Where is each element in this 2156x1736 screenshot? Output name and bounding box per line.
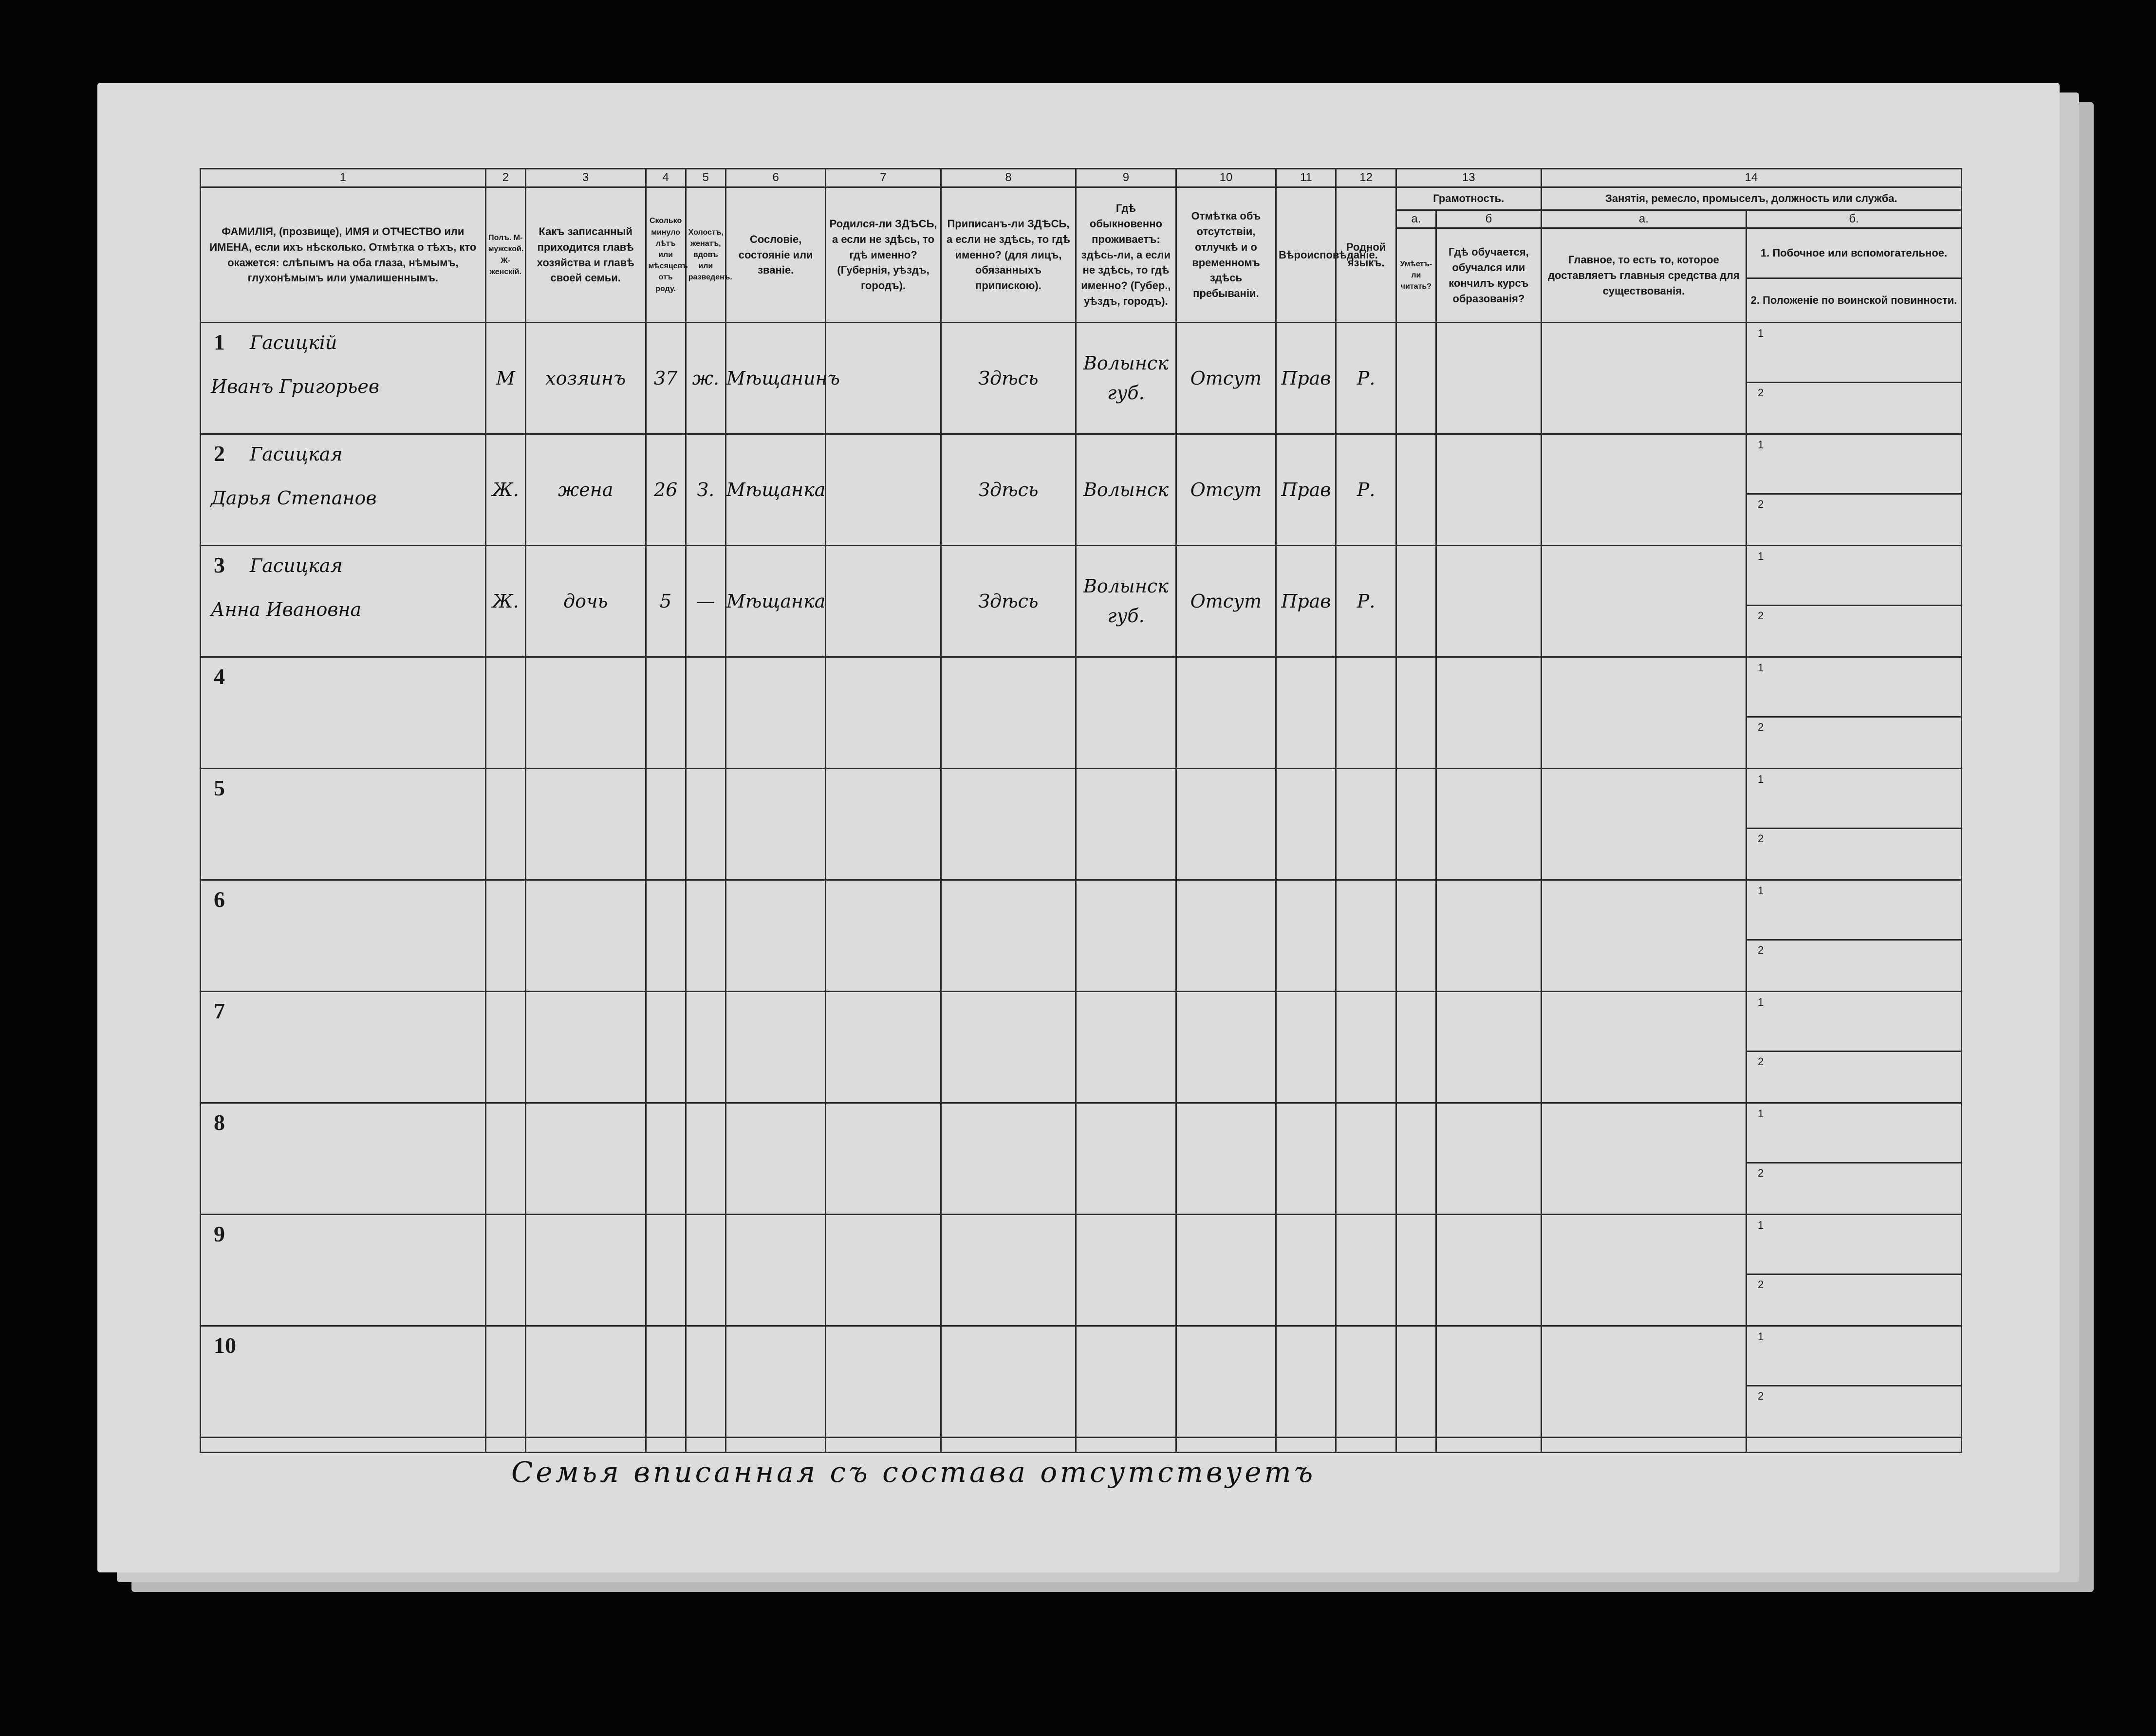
relation xyxy=(525,992,646,1103)
marital xyxy=(686,769,725,880)
header-marital: Холостъ, женатъ, вдовъ или разведенъ. xyxy=(686,187,725,322)
name-cell xyxy=(201,546,486,657)
name-cell xyxy=(201,1215,486,1326)
row-number: 6 xyxy=(214,887,225,912)
relation xyxy=(525,880,646,992)
colnum-7: 7 xyxy=(826,169,941,187)
header-registered: Приписанъ-ли ЗДѢСЬ, а если не здѣсь, то гдѣ именно? (для лицъ, обязанныхъ припискою). xyxy=(941,187,1076,322)
education xyxy=(1436,434,1541,546)
header-born: Родился-ли ЗДѢСЬ, а если не здѣсь, то гдѣ именно? (Губернія, уѣздъ, городъ). xyxy=(826,187,941,322)
colnum-11: 11 xyxy=(1276,169,1336,187)
education xyxy=(1436,1215,1541,1326)
table-row xyxy=(201,1326,1962,1438)
tail-cell xyxy=(201,1438,486,1453)
table-row xyxy=(201,546,1962,657)
name-cell xyxy=(201,657,486,769)
religion xyxy=(1276,880,1336,992)
occupation-b xyxy=(1747,546,1962,657)
education xyxy=(1436,546,1541,657)
table-row xyxy=(201,880,1962,992)
given-name: Иванъ Григорьев xyxy=(211,376,380,398)
residence: Волынск xyxy=(1076,434,1176,546)
tail-cell xyxy=(485,1438,525,1453)
colnum-10: 10 xyxy=(1176,169,1276,187)
language xyxy=(1336,657,1396,769)
absence: Отсут xyxy=(1176,323,1276,434)
footer-handwritten-note: Семья вписанная съ состава отсутствуетъ xyxy=(511,1456,1316,1489)
colnum-4: 4 xyxy=(646,169,686,187)
registered xyxy=(941,1215,1076,1326)
religion xyxy=(1276,1103,1336,1215)
can-read xyxy=(1396,323,1436,434)
tail-cell xyxy=(646,1438,686,1453)
sub-divider xyxy=(1747,493,1961,495)
sub-label-2: 2 xyxy=(1758,1278,1764,1291)
occupation-b xyxy=(1747,769,1962,880)
colnum-2: 2 xyxy=(485,169,525,187)
table-row xyxy=(201,323,1962,434)
sub-label-2: 2 xyxy=(1758,498,1764,511)
tail-cell xyxy=(525,1438,646,1453)
relation xyxy=(525,1103,646,1215)
education xyxy=(1436,1326,1541,1438)
header-row-top xyxy=(201,187,1962,210)
relation: жена xyxy=(525,434,646,546)
language xyxy=(1336,1103,1396,1215)
born xyxy=(826,1103,941,1215)
age xyxy=(646,1103,686,1215)
colnum-12: 12 xyxy=(1336,169,1396,187)
sub-divider xyxy=(1747,382,1961,383)
sex xyxy=(485,769,525,880)
name-cell xyxy=(201,992,486,1103)
religion xyxy=(1276,657,1336,769)
header-13b-letter: б xyxy=(1436,210,1541,228)
sub-label-1: 1 xyxy=(1758,1219,1764,1232)
sub-divider xyxy=(1747,1162,1961,1163)
header-absence: Отмѣтка объ отсутствіи, отлучкѣ и о временномъ здѣсь пребываніи. xyxy=(1176,187,1276,322)
absence xyxy=(1176,992,1276,1103)
sub-divider xyxy=(1747,1274,1961,1275)
header-14b xyxy=(1747,228,1962,323)
can-read xyxy=(1396,1326,1436,1438)
colnum-3: 3 xyxy=(525,169,646,187)
absence: Отсут xyxy=(1176,546,1276,657)
census-rows xyxy=(201,323,1962,1453)
tail-cell xyxy=(826,1438,941,1453)
sub-divider xyxy=(1747,605,1961,606)
header-can-read: Умѣетъ-ли читать? xyxy=(1396,228,1436,323)
sub-label-2: 2 xyxy=(1758,387,1764,399)
residence xyxy=(1076,657,1176,769)
age xyxy=(646,657,686,769)
language xyxy=(1336,880,1396,992)
given-name: Анна Ивановна xyxy=(211,599,362,621)
age xyxy=(646,880,686,992)
can-read xyxy=(1396,434,1436,546)
sub-divider xyxy=(1747,716,1961,718)
tail-cell xyxy=(1396,1438,1436,1453)
registered xyxy=(941,880,1076,992)
row-number: 8 xyxy=(214,1110,225,1135)
language: Р. xyxy=(1336,323,1396,434)
sub-divider xyxy=(1747,1051,1961,1052)
header-estate: Сословіе, состояніе или званіе. xyxy=(725,187,826,322)
born xyxy=(826,880,941,992)
relation xyxy=(525,1326,646,1438)
row-number: 1 xyxy=(214,330,225,355)
main-occupation xyxy=(1541,880,1746,992)
row-number: 2 xyxy=(214,441,225,466)
religion xyxy=(1276,1326,1336,1438)
occupation-b xyxy=(1747,657,1962,769)
tail-cell xyxy=(686,1438,725,1453)
table-row xyxy=(201,657,1962,769)
surname: Гасицкій xyxy=(250,332,337,354)
sub-label-1: 1 xyxy=(1758,996,1764,1009)
table-row xyxy=(201,1215,1962,1326)
occupation-b xyxy=(1747,323,1962,434)
estate xyxy=(725,992,826,1103)
given-name: Дарья Степанов xyxy=(211,487,377,509)
can-read xyxy=(1396,1215,1436,1326)
sub-label-2: 2 xyxy=(1758,1390,1764,1403)
name-cell xyxy=(201,1326,486,1438)
registered: Здѣсь xyxy=(941,434,1076,546)
registered: Здѣсь xyxy=(941,323,1076,434)
occupation-b xyxy=(1747,880,1962,992)
sex xyxy=(485,992,525,1103)
sub-label-1: 1 xyxy=(1758,550,1764,563)
tail-cell xyxy=(1541,1438,1746,1453)
colnum-5: 5 xyxy=(686,169,725,187)
absence xyxy=(1176,880,1276,992)
sub-divider xyxy=(1747,1385,1961,1386)
sub-label-1: 1 xyxy=(1758,1330,1764,1343)
header-religion: Вѣроисповѣданіе. xyxy=(1276,187,1336,322)
sub-label-2: 2 xyxy=(1758,721,1764,734)
estate xyxy=(725,1215,826,1326)
sub-label-1: 1 xyxy=(1758,327,1764,340)
tail-cell xyxy=(1747,1438,1962,1453)
sub-label-1: 1 xyxy=(1758,439,1764,451)
header-education: Гдѣ обучается, обучался или кончилъ курсъ образованія? xyxy=(1436,228,1541,323)
table-row xyxy=(201,992,1962,1103)
sex xyxy=(485,1326,525,1438)
relation: хозяинъ xyxy=(525,323,646,434)
born xyxy=(826,434,941,546)
header-main-occupation: Главное, то есть то, которое доставляетъ главныя средства для существованія. xyxy=(1541,228,1746,323)
estate: Мѣщанка xyxy=(725,434,826,546)
born xyxy=(826,1215,941,1326)
sex xyxy=(485,1215,525,1326)
colnum-13: 13 xyxy=(1396,169,1541,187)
sex xyxy=(485,1103,525,1215)
occupation-b xyxy=(1747,1215,1962,1326)
marital xyxy=(686,1326,725,1438)
education xyxy=(1436,323,1541,434)
sub-divider xyxy=(1747,939,1961,941)
religion: Прав xyxy=(1276,323,1336,434)
surname: Гасицкая xyxy=(250,555,343,577)
row-number: 3 xyxy=(214,553,225,578)
surname: Гасицкая xyxy=(250,443,343,465)
main-occupation xyxy=(1541,1215,1746,1326)
absence xyxy=(1176,1103,1276,1215)
marital: ж. xyxy=(686,323,725,434)
can-read xyxy=(1396,657,1436,769)
marital xyxy=(686,992,725,1103)
header-sex: Полъ. М-мужской. Ж-женскій. xyxy=(485,187,525,322)
header-secondary-occupation: 1. Побочное или вспомогательное. xyxy=(1747,229,1961,279)
sub-label-1: 1 xyxy=(1758,662,1764,674)
education xyxy=(1436,769,1541,880)
sex xyxy=(485,880,525,992)
age xyxy=(646,1215,686,1326)
language xyxy=(1336,1215,1396,1326)
occupation-b xyxy=(1747,1326,1962,1438)
tail-cell xyxy=(1276,1438,1336,1453)
residence: Волынск губ. xyxy=(1076,323,1176,434)
colnum-9: 9 xyxy=(1076,169,1176,187)
born xyxy=(826,1326,941,1438)
registered xyxy=(941,1326,1076,1438)
header-military: 2. Положеніе по воинской повинности. xyxy=(1750,294,1957,307)
header-literacy: Грамотность. xyxy=(1396,187,1541,210)
table-tail-row xyxy=(201,1438,1962,1453)
sex: Ж. xyxy=(485,546,525,657)
language: Р. xyxy=(1336,434,1396,546)
residence xyxy=(1076,992,1176,1103)
religion: Прав xyxy=(1276,434,1336,546)
name-cell xyxy=(201,323,486,434)
name-cell xyxy=(201,434,486,546)
sub-label-1: 1 xyxy=(1758,885,1764,897)
marital: З. xyxy=(686,434,725,546)
age xyxy=(646,992,686,1103)
header-residence: Гдѣ обыкновенно проживаетъ: здѣсь-ли, а если не здѣсь, то гдѣ именно? (Губер., уѣздъ, городъ). xyxy=(1076,187,1176,322)
registered: Здѣсь xyxy=(941,546,1076,657)
age xyxy=(646,1326,686,1438)
estate: Мѣщанка xyxy=(725,546,826,657)
residence xyxy=(1076,880,1176,992)
estate xyxy=(725,1103,826,1215)
absence xyxy=(1176,657,1276,769)
marital xyxy=(686,1103,725,1215)
registered xyxy=(941,657,1076,769)
sub-label-2: 2 xyxy=(1758,1055,1764,1068)
main-occupation xyxy=(1541,1103,1746,1215)
language: Р. xyxy=(1336,546,1396,657)
estate: Мѣщанинъ xyxy=(725,323,826,434)
header-name: ФАМИЛІЯ, (прозвище), ИМЯ и ОТЧЕСТВО или ИМЕНА, если ихъ нѣсколько. Отмѣтка о тѣхъ, кто окажется: слѣпымъ на оба глаза, нѣмымъ, глухонѣмымъ или умалишеннымъ. xyxy=(201,187,486,322)
main-occupation xyxy=(1541,992,1746,1103)
registered xyxy=(941,1103,1076,1215)
tail-cell xyxy=(941,1438,1076,1453)
tail-cell xyxy=(1076,1438,1176,1453)
sub-label-1: 1 xyxy=(1758,1108,1764,1120)
education xyxy=(1436,992,1541,1103)
residence xyxy=(1076,769,1176,880)
row-number: 5 xyxy=(214,776,225,801)
sub-label-2: 2 xyxy=(1758,609,1764,622)
column-number-row xyxy=(201,169,1962,187)
education xyxy=(1436,657,1541,769)
born xyxy=(826,546,941,657)
row-number: 10 xyxy=(214,1333,236,1358)
table-row xyxy=(201,1103,1962,1215)
table-row xyxy=(201,434,1962,546)
language xyxy=(1336,1326,1396,1438)
born xyxy=(826,657,941,769)
age xyxy=(646,769,686,880)
name-cell xyxy=(201,1103,486,1215)
education xyxy=(1436,1103,1541,1215)
main-occupation xyxy=(1541,1326,1746,1438)
relation xyxy=(525,657,646,769)
registered xyxy=(941,769,1076,880)
sub-label-2: 2 xyxy=(1758,944,1764,957)
tail-cell xyxy=(725,1438,826,1453)
absence xyxy=(1176,769,1276,880)
header-relation: Какъ записанный приходится главѣ хозяйства и главѣ своей семьи. xyxy=(525,187,646,322)
marital: — xyxy=(686,546,725,657)
header-14a-letter: а. xyxy=(1541,210,1746,228)
main-occupation xyxy=(1541,546,1746,657)
sub-label-2: 2 xyxy=(1758,832,1764,845)
can-read xyxy=(1396,546,1436,657)
relation xyxy=(525,1215,646,1326)
can-read xyxy=(1396,880,1436,992)
row-number: 7 xyxy=(214,998,225,1024)
age: 37 xyxy=(646,323,686,434)
born xyxy=(826,992,941,1103)
header-age: Сколько минуло лѣтъ или мѣсяцевъ отъ роду. xyxy=(646,187,686,322)
tail-cell xyxy=(1176,1438,1276,1453)
marital xyxy=(686,880,725,992)
colnum-8: 8 xyxy=(941,169,1076,187)
sub-label-1: 1 xyxy=(1758,773,1764,786)
tail-cell xyxy=(1436,1438,1541,1453)
sex: М xyxy=(485,323,525,434)
colnum-6: 6 xyxy=(725,169,826,187)
sub-divider xyxy=(1747,828,1961,829)
relation: дочь xyxy=(525,546,646,657)
sex: Ж. xyxy=(485,434,525,546)
name-cell xyxy=(201,769,486,880)
table-row xyxy=(201,769,1962,880)
row-number: 4 xyxy=(214,664,225,689)
religion: Прав xyxy=(1276,546,1336,657)
absence xyxy=(1176,1326,1276,1438)
absence: Отсут xyxy=(1176,434,1276,546)
can-read xyxy=(1396,992,1436,1103)
born xyxy=(826,323,941,434)
sex xyxy=(485,657,525,769)
main-occupation xyxy=(1541,769,1746,880)
main-occupation xyxy=(1541,657,1746,769)
row-number: 9 xyxy=(214,1221,225,1247)
name-cell xyxy=(201,880,486,992)
education xyxy=(1436,880,1541,992)
age: 5 xyxy=(646,546,686,657)
can-read xyxy=(1396,1103,1436,1215)
header-occupation: Занятія, ремесло, промыселъ, должность или служба. xyxy=(1541,187,1961,210)
can-read xyxy=(1396,769,1436,880)
marital xyxy=(686,1215,725,1326)
colnum-1: 1 xyxy=(201,169,486,187)
religion xyxy=(1276,1215,1336,1326)
estate xyxy=(725,657,826,769)
sub-label-2: 2 xyxy=(1758,1167,1764,1180)
colnum-14: 14 xyxy=(1541,169,1961,187)
residence xyxy=(1076,1215,1176,1326)
relation xyxy=(525,769,646,880)
occupation-b xyxy=(1747,992,1962,1103)
registered xyxy=(941,992,1076,1103)
marital xyxy=(686,657,725,769)
language xyxy=(1336,992,1396,1103)
estate xyxy=(725,769,826,880)
main-occupation xyxy=(1541,323,1746,434)
header-language: Родной языкъ. xyxy=(1336,187,1396,322)
residence xyxy=(1076,1326,1176,1438)
age: 26 xyxy=(646,434,686,546)
absence xyxy=(1176,1215,1276,1326)
tail-cell xyxy=(1336,1438,1396,1453)
census-table xyxy=(200,168,1962,1453)
occupation-b xyxy=(1747,434,1962,546)
religion xyxy=(1276,992,1336,1103)
header-13a-letter: а. xyxy=(1396,210,1436,228)
main-occupation xyxy=(1541,434,1746,546)
residence: Волынск губ. xyxy=(1076,546,1176,657)
estate xyxy=(725,1326,826,1438)
religion xyxy=(1276,769,1336,880)
occupation-b xyxy=(1747,1103,1962,1215)
estate xyxy=(725,880,826,992)
born xyxy=(826,769,941,880)
residence xyxy=(1076,1103,1176,1215)
header-14b-letter: б. xyxy=(1747,210,1962,228)
language xyxy=(1336,769,1396,880)
